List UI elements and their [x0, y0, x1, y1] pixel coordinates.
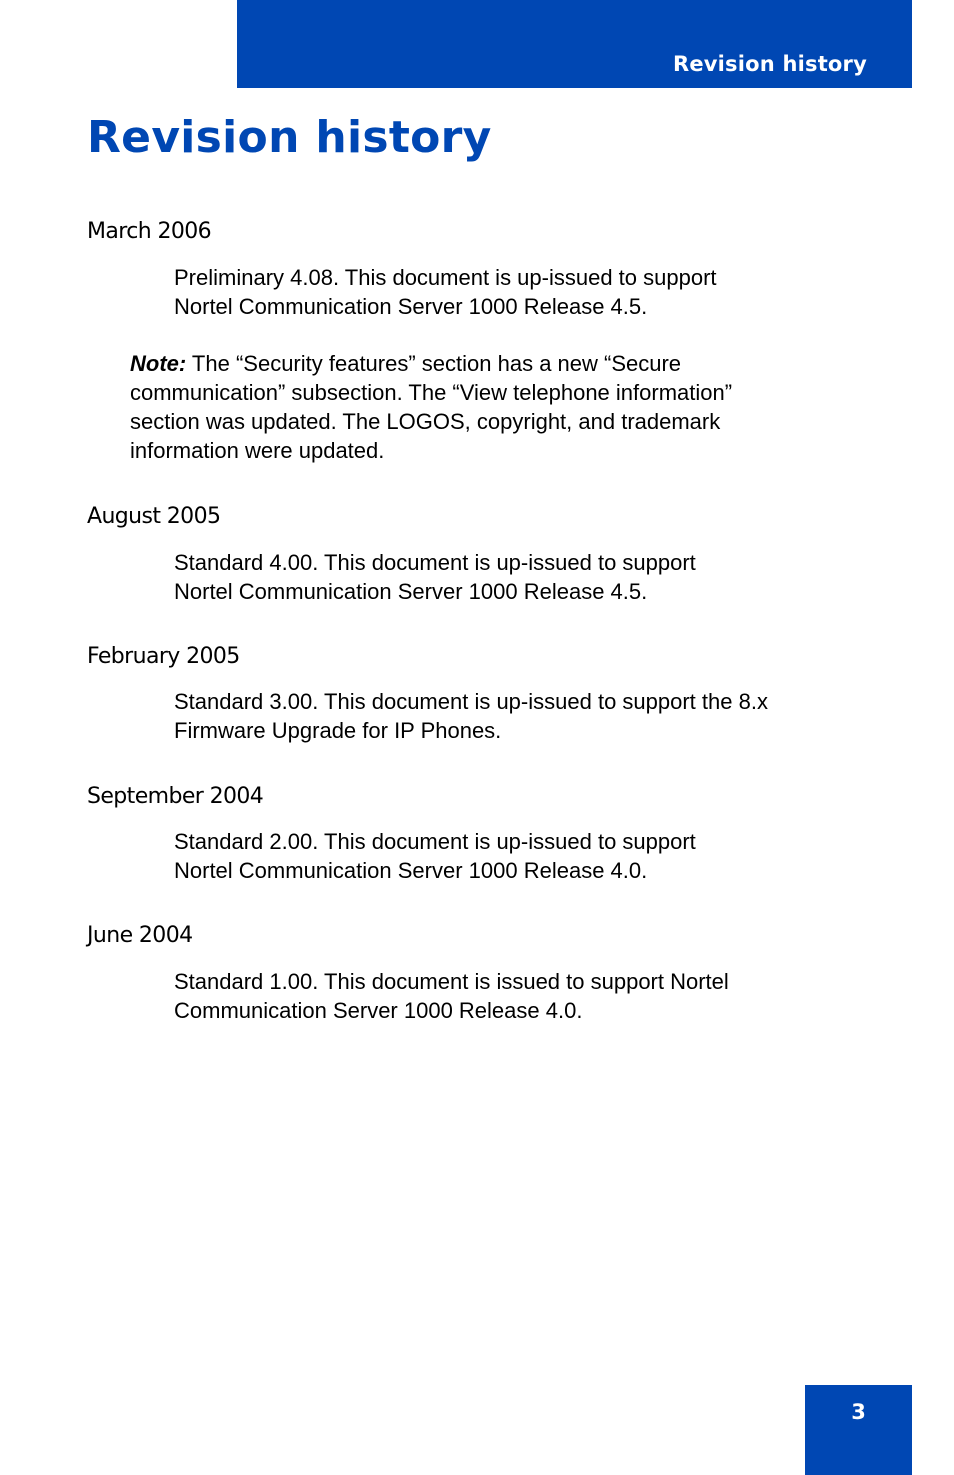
revision-description-august-2005 — [174, 548, 854, 606]
page-number-box — [805, 1385, 912, 1475]
note-line: section was updated. The LOGOS, copyright, and trademark — [130, 409, 721, 434]
revision-date-june-2004: June 2004 — [87, 923, 193, 948]
revision-description-line: Communication Server 1000 Release 4.0. — [174, 998, 583, 1023]
revision-description-line: Nortel Communication Server 1000 Release 4.5. — [174, 579, 648, 604]
page-number: 3 — [851, 1400, 866, 1424]
revision-description-line: Nortel Communication Server 1000 Release 4.5. — [174, 294, 648, 319]
revision-description-line: Firmware Upgrade for IP Phones. — [174, 718, 502, 743]
revision-description-september-2004 — [174, 827, 854, 885]
revision-description-line: Standard 4.00. This document is up-issued to support — [174, 550, 696, 575]
revision-date-february-2005: February 2005 — [87, 644, 240, 669]
page-title: Revision history — [87, 112, 492, 163]
revision-date-august-2005: August 2005 — [87, 504, 221, 529]
revision-description-line: Standard 1.00. This document is issued to support Nortel — [174, 969, 729, 994]
revision-date-september-2004: September 2004 — [87, 784, 264, 809]
running-header-title: Revision history — [672, 52, 867, 76]
revision-description-march-2006 — [174, 263, 854, 321]
note-line: communication” subsection. The “View telephone information” — [130, 380, 733, 405]
note-label: Note: — [130, 351, 187, 376]
revision-description-february-2005 — [174, 687, 854, 745]
revision-description-line: Standard 3.00. This document is up-issued to support the 8.x — [174, 689, 768, 714]
note-line: information were updated. — [130, 438, 385, 463]
revision-note — [130, 349, 830, 465]
revision-description-june-2004 — [174, 967, 854, 1025]
revision-description-line: Nortel Communication Server 1000 Release 4.0. — [174, 858, 648, 883]
revision-description-line: Preliminary 4.08. This document is up-issued to support — [174, 265, 717, 290]
note-line: The “Security features” section has a new “Secure — [186, 351, 682, 376]
revision-description-line: Standard 2.00. This document is up-issued to support — [174, 829, 696, 854]
header-band — [237, 0, 912, 88]
revision-date-march-2006: March 2006 — [87, 219, 212, 244]
